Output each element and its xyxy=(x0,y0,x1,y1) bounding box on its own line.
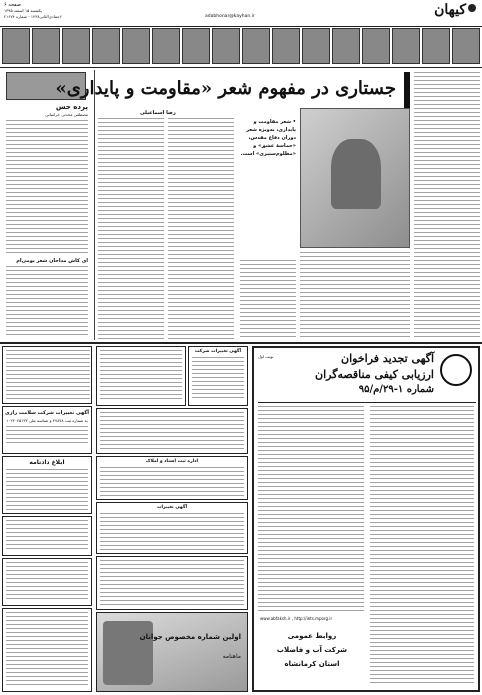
tender-rule xyxy=(258,402,476,403)
email[interactable]: adabhonar@kayhan.ir xyxy=(205,14,255,19)
tender-title: آگهی تجدید فراخوان xyxy=(341,352,434,365)
ad-body-text xyxy=(100,560,244,606)
ad-body-text xyxy=(100,350,182,402)
tender-logo-icon xyxy=(440,354,472,386)
portrait-photo xyxy=(32,28,60,64)
pullquote-text: • شعر مقاومت و پایداری، به‌ویژه شعر دوران دفاع مقدس، «حماسهٔ عشق» و «مظلوم‌ستیزی» است. xyxy=(240,119,296,157)
ad-title: ابلاغ دادنامه xyxy=(29,459,65,466)
ad-title: آگهی تغییرات xyxy=(156,505,188,510)
left-ad-4 xyxy=(2,516,92,556)
portrait-photo xyxy=(362,28,390,64)
tender-body-left xyxy=(258,406,364,614)
portrait-photo xyxy=(152,28,180,64)
portrait-photo xyxy=(62,28,90,64)
left-column xyxy=(2,70,92,340)
column-subtitle: مصطفی محدثی خراسانی xyxy=(45,112,88,117)
portrait-photo xyxy=(332,28,360,64)
left-ad-1 xyxy=(2,346,92,404)
logo xyxy=(418,2,476,22)
right-article-col xyxy=(414,72,480,340)
banner-image xyxy=(103,621,153,685)
page-label: صفحه ۶ xyxy=(4,2,21,8)
left-ad-6 xyxy=(2,608,92,692)
tender-footer-1: روابط عمومی xyxy=(287,632,337,640)
portrait-photo xyxy=(242,28,270,64)
portrait-photo xyxy=(422,28,450,64)
banner-line-1: اولین شماره مخصوص جوانان xyxy=(139,633,241,641)
portrait-photo xyxy=(92,28,120,64)
date-line: یکشنبه ۱۵ اسفند ۱۳۹۵ xyxy=(4,8,42,13)
tender-body-right xyxy=(370,406,474,684)
ad-body-text xyxy=(100,513,244,551)
column-title: پرده حس xyxy=(55,103,88,111)
ad-body-text xyxy=(6,612,88,688)
masthead xyxy=(0,0,482,26)
column-body-text-2 xyxy=(6,266,88,336)
logo-text: کیهان xyxy=(434,2,466,18)
portrait-photo xyxy=(452,28,480,64)
tender-footer-2: شرکت آب و فاضلاب xyxy=(276,646,348,654)
mid-ad-3 xyxy=(96,408,248,454)
mid-ad-5 xyxy=(96,502,248,554)
left-ad-5 xyxy=(2,558,92,606)
portrait-strip-top-rule xyxy=(0,26,482,27)
portrait-photo xyxy=(272,28,300,64)
ad-body-text xyxy=(6,469,88,511)
mid-ad-6 xyxy=(96,556,248,610)
ad-body-text xyxy=(6,426,88,444)
ad-title: آگهی تغییرات شرکت xyxy=(194,349,242,354)
logo-badge-icon xyxy=(468,4,476,12)
ad-body-text xyxy=(192,357,244,401)
date-line-2: ۶جمادی‌الثانی۱۴۳۸ - شماره ۲۱۶۷۴ xyxy=(4,14,62,19)
ad-title: اداره ثبت اسناد و املاک xyxy=(145,459,199,464)
portrait-photo xyxy=(302,28,330,64)
ad-body-text xyxy=(100,467,244,497)
portrait-strip xyxy=(2,28,480,66)
portrait-photo xyxy=(392,28,420,64)
ad-title: آگهی تغییرات شرکت سلامت رازی xyxy=(5,410,89,416)
left-ad-2 xyxy=(2,406,92,454)
article-col-3 xyxy=(240,260,296,340)
article-illustration xyxy=(300,108,410,248)
section-divider xyxy=(0,342,482,344)
ad-body-text xyxy=(100,412,244,450)
ad-body-text xyxy=(6,350,90,402)
tender-website[interactable]: www.abfaksh.ir , http://iets.mporg.ir xyxy=(260,616,333,621)
portrait-photo xyxy=(122,28,150,64)
article-col-1 xyxy=(98,118,164,340)
pullquote xyxy=(240,118,296,202)
ad-body-text xyxy=(6,562,88,602)
article-col-2 xyxy=(168,118,234,340)
ad-subtitle: به شماره ثبت ۴۷۸۷۸ و شناسه ملی ۱۰۲۴۰۴۵۱۳۳ xyxy=(6,418,88,423)
column-body-text xyxy=(6,120,88,255)
tender-tag: نوبت اول xyxy=(258,354,274,359)
left-ad-3 xyxy=(2,456,92,514)
bottom-banner[interactable] xyxy=(96,612,248,692)
tender-subtitle: ارزیابی کیفی مناقصه‌گران xyxy=(315,368,434,381)
tender-number: شماره ۱-۲۹/م/۹۵ xyxy=(358,384,434,395)
portrait-strip-bottom-rule xyxy=(0,67,482,68)
portrait-photo xyxy=(2,28,30,64)
banner-line-2: ماهنامه xyxy=(222,653,241,660)
mid-ad-2 xyxy=(188,346,248,406)
tender-footer-3: استان کرمانشاه xyxy=(284,660,340,668)
mid-ad-4 xyxy=(96,456,248,500)
column-heading: ای کاش مداحان شعر بومی‌ام xyxy=(16,258,88,264)
feature-headline: جستاری در مفهوم شعر «مقاومت و پایداری» xyxy=(55,78,396,99)
illustration-figure xyxy=(331,139,381,209)
portrait-photo xyxy=(212,28,240,64)
portrait-photo xyxy=(182,28,210,64)
left-column-divider xyxy=(94,70,95,340)
article-col-4 xyxy=(300,252,410,340)
feature-author: رضا اسماعیلی xyxy=(140,110,176,116)
tender-ad xyxy=(252,346,480,692)
mid-ad-1 xyxy=(96,346,186,406)
ad-body-text xyxy=(6,520,88,552)
